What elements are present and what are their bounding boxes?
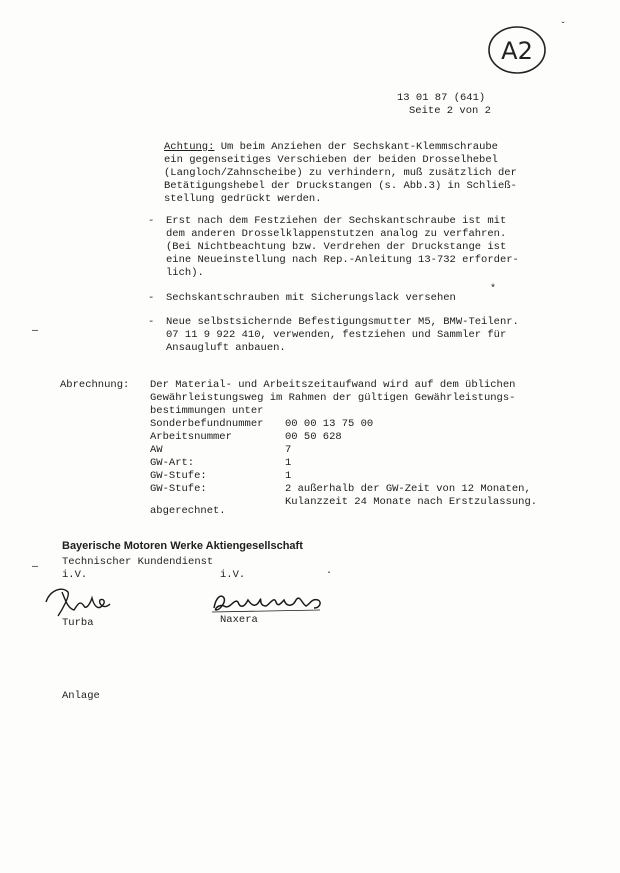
row-value: 2 außerhalb der GW-Zeit von 12 Monaten, (285, 483, 531, 495)
speck-mark-icon: * (490, 284, 497, 295)
name-left: Turba (62, 617, 94, 629)
bullet-1-line-5: lich). (166, 267, 204, 279)
bullet-3-line-2: 07 11 9 922 410, verwenden, festziehen und Sammler für (166, 329, 507, 341)
circled-page-marker (486, 24, 548, 76)
bullet-1-line-1: Erst nach dem Festziehen der Sechskantschraube ist mit (166, 215, 507, 227)
page-marker-text: A2 (501, 37, 533, 65)
bullet-marker: - (148, 292, 155, 304)
row-key: GW-Stufe: (150, 470, 207, 482)
row-value: 00 50 628 (285, 431, 342, 443)
attachment-label: Anlage (62, 690, 100, 702)
page-count: Seite 2 von 2 (409, 105, 491, 117)
achtung-line-5: stellung gedrückt werden. (164, 193, 322, 205)
bullet-3-line-1: Neue selbstsichernde Befestigungsmutter M5, BMW-Teilenr. (166, 316, 519, 328)
bullet-marker: - (148, 316, 155, 328)
row-key: Arbeitsnummer (150, 431, 232, 443)
row-key: GW-Stufe: (150, 483, 207, 495)
row-value: 1 (285, 470, 292, 482)
company-name: Bayerische Motoren Werke Aktiengesellschaft (62, 540, 303, 552)
row-key: AW (150, 444, 163, 456)
achtung-line-3: (Langloch/Zahnscheibe) zu verhindern, muß zusätzlich der (164, 167, 517, 179)
name-right: Naxera (220, 614, 258, 626)
bullet-1-line-3: (Bei Nichtbeachtung bzw. Verdrehen der Druckstange ist (166, 241, 507, 253)
reference-code: 13 01 87 (641) (397, 92, 486, 104)
speck-mark-icon: · (326, 568, 333, 579)
row-key: GW-Art: (150, 457, 195, 469)
margin-dash-icon: — (32, 562, 39, 573)
bullet-2-line-1: Sechskantschrauben mit Sicherungslack versehen (166, 292, 456, 304)
achtung-line-2: ein gegenseitiges Verschieben der beiden Drosselhebel (164, 154, 498, 166)
row-value: 7 (285, 444, 292, 456)
abrechnung-closing: abgerechnet. (150, 505, 226, 517)
bullet-1-line-4: eine Neueinstellung nach Rep.-Anleitung 13-732 erforder- (166, 254, 519, 266)
abrechnung-intro-2: Gewährleistungsweg im Rahmen der gültigen Gewährleistungs- (150, 392, 516, 404)
achtung-line-1: Achtung: Um beim Anziehen der Sechskant-Klemmschraube (164, 141, 498, 153)
margin-dash-icon: — (32, 326, 39, 337)
margin-mark-icon: ˇ (560, 22, 567, 33)
row-key: Sonderbefundnummer (150, 418, 264, 430)
iv-right: i.V. (220, 569, 246, 581)
bullet-1-line-2: dem anderen Drosselklappenstutzen analog zu verfahren. (166, 228, 507, 240)
department-name: Technischer Kundendienst (62, 556, 214, 568)
abrechnung-intro-3: bestimmungen unter (150, 405, 264, 417)
bullet-3-line-3: Ansaugluft anbauen. (166, 342, 286, 354)
achtung-label: Achtung: (164, 141, 215, 153)
achtung-line-4: Betätigungshebel der Druckstangen (s. Abb.3) in Schließ- (164, 180, 517, 192)
iv-left: i.V. (62, 569, 88, 581)
bullet-marker: - (148, 215, 155, 227)
abrechnung-label: Abrechnung: (60, 379, 130, 391)
abrechnung-intro-1: Der Material- und Arbeitszeitaufwand wird auf dem üblichen (150, 379, 516, 391)
row-value: 00 00 13 75 00 (285, 418, 374, 430)
row-value: 1 (285, 457, 292, 469)
row-extra-line: Kulanzzeit 24 Monate nach Erstzulassung. (285, 496, 538, 508)
signature-turba-icon (40, 580, 120, 620)
